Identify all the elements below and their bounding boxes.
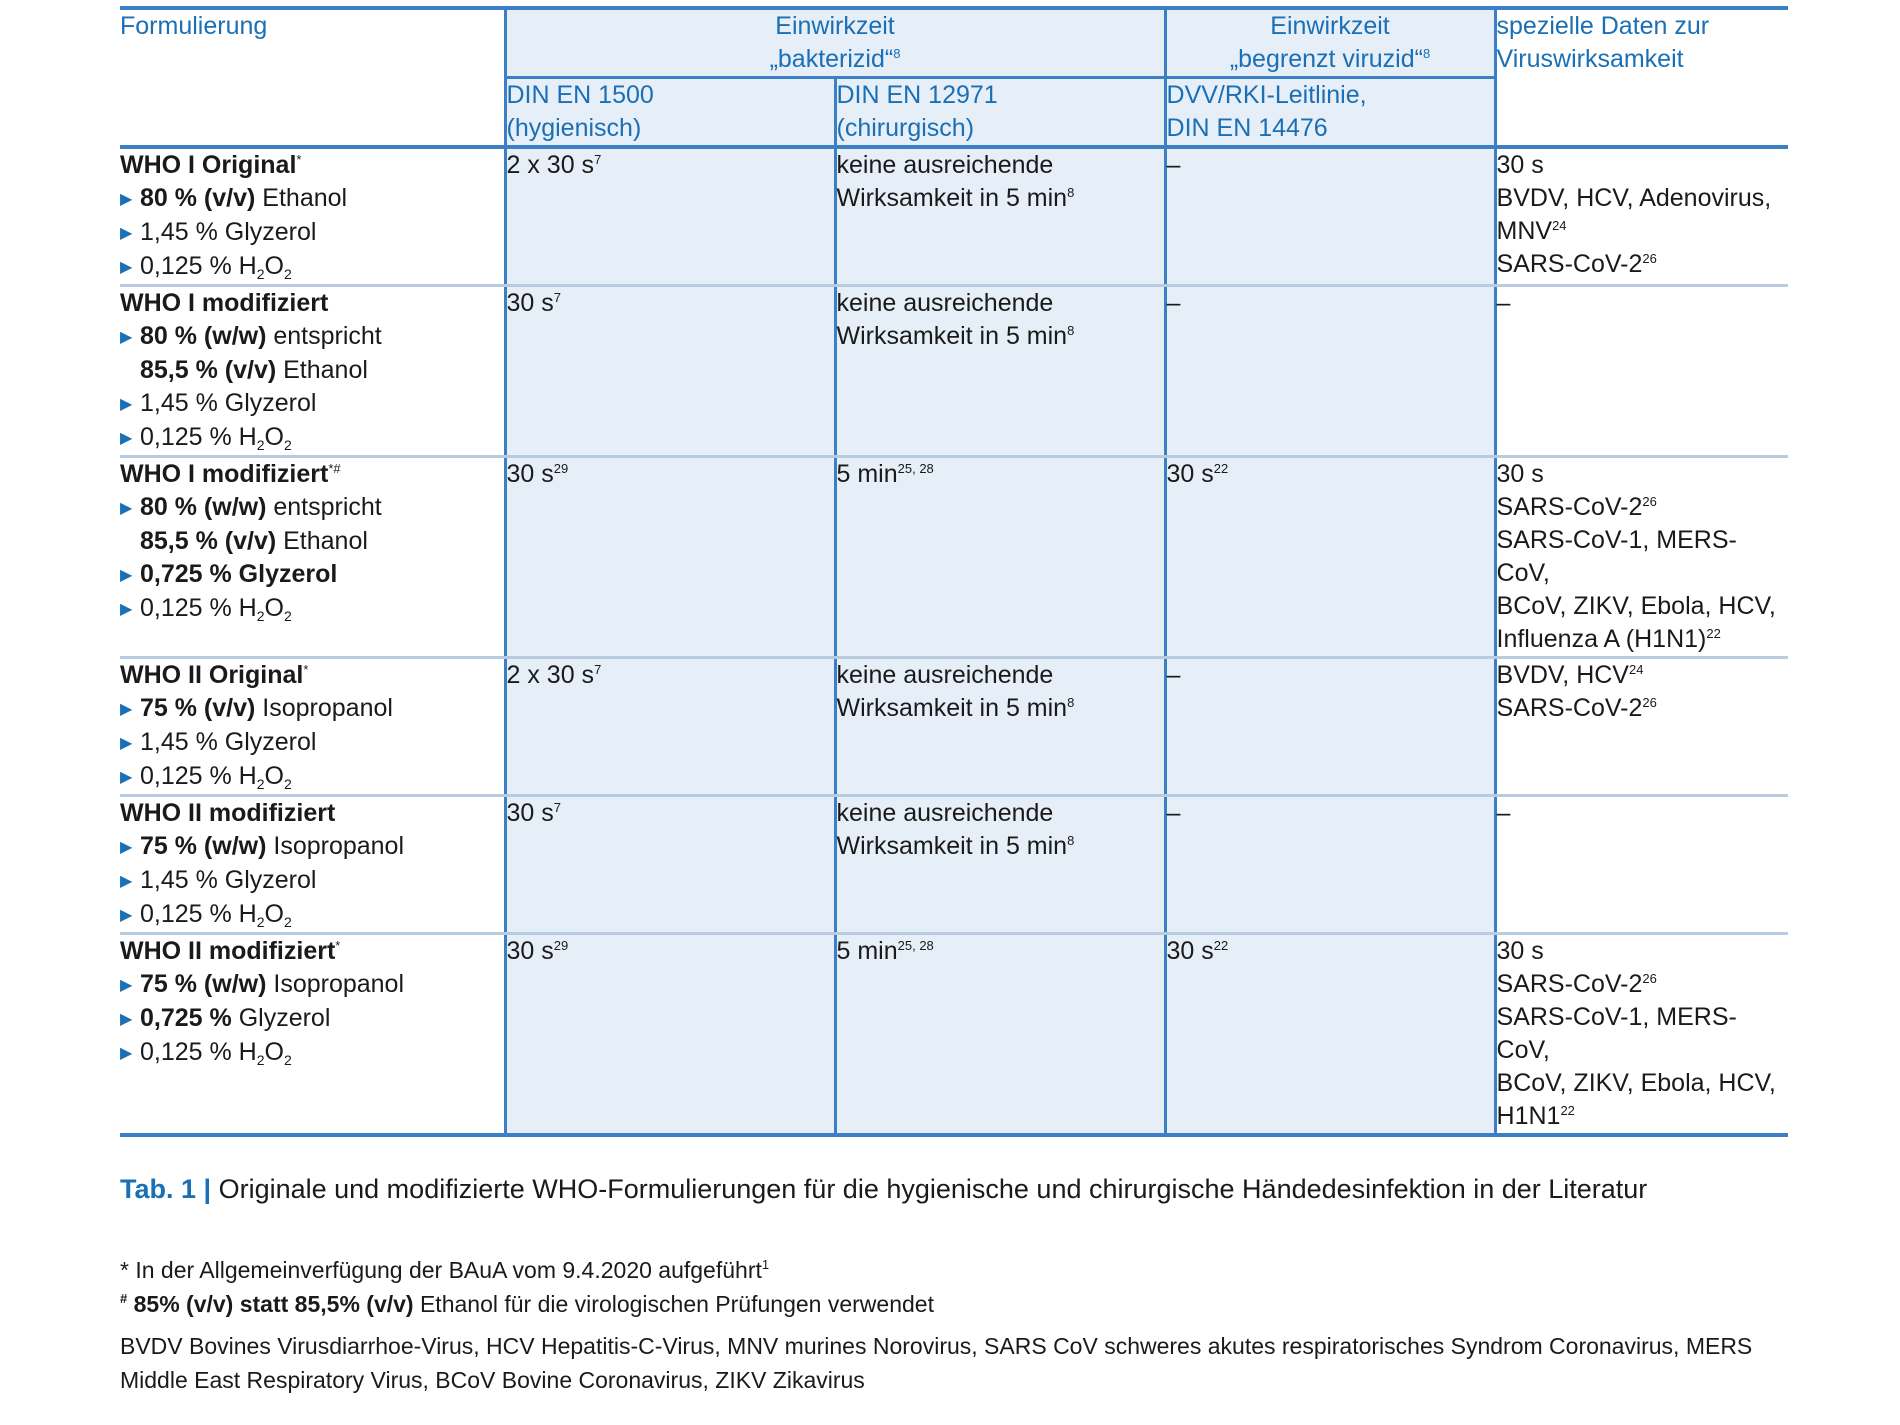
col-header-din12971: DIN EN 12971 (chirurgisch) [835,78,1165,148]
table-row [120,457,1788,658]
cell-din12971: keine ausreichende Wirksamkeit in 5 $\min^8$ [835,147,1165,286]
cell-formulierung: WHO II modifiziert* ▶ 75 % (w/w) Isopropanol ▶ 0,725 % Glyzerol ▶ 0,125 % $H_2O_2$ [120,934,505,1136]
bullet-triangle-icon: ▶ [120,601,133,618]
cell-formulierung: WHO I modifiziert ▶ 80 % (w/w) entspricht 85,5 % (v/v) Ethanol ▶ 1,45 % Glyzerol ▶ 0,125 % $H_2O_2$ [120,286,505,457]
cell-virus: 30 s BVDV, HCV, Adenovirus, MNV$^{24}$ SARS-$CoV-2^{26}$ [1495,147,1788,286]
table-caption [120,1171,1788,1207]
cell-din1500: 30 $s^7$ [505,796,835,934]
bullet-triangle-icon: ▶ [120,873,133,890]
caption-label: Tab. 1 | [120,1174,212,1204]
bullet-triangle-icon: ▶ [120,396,133,413]
cell-din1500: 2 x 30 $s^7$ [505,147,835,286]
footnote-asterisk: * In der Allgemeinverfügung der BAuA vom 9.4.2020 aufgeführt$^1$ [120,1257,770,1283]
cell-din1500: 30 $s^{29}$ [505,934,835,1136]
col-header-viruzid: Einwirkzeit „begrenzt viruzid“$^8$ [1165,8,1495,78]
cell-viruzid: – [1165,286,1495,457]
bullet-triangle-icon: ▶ [120,430,133,447]
bullet-triangle-icon: ▶ [120,329,133,346]
cell-din12971: 5 $\min^{25, 28}$ [835,934,1165,1136]
bullet-triangle-icon: ▶ [120,259,133,276]
col-header-formulierung: Formulierung [120,8,505,147]
cell-viruzid: 30 $s^{22}$ [1165,457,1495,658]
abbreviations: BVDV Bovines Virusdiarrhoe-Virus, HCV Hepatitis-C-Virus, MNV murines Norovirus, SARS CoV schweres akutes respiratorisches Syndrom Coronavirus, MERS Middle East Respiratory Virus, BCoV Bovine Coronavirus, ZIKV Zikavirus [120,1333,1753,1393]
bullet-triangle-icon: ▶ [120,500,133,517]
footnote-hash: # 85% (v/v) statt 85,5% (v/v) Ethanol für die virologischen Prüfungen verwendet [120,1291,934,1317]
cell-din12971: 5 $\min^{25, 28}$ [835,457,1165,658]
cell-virus: – [1495,286,1788,457]
caption-text: Originale und modifizierte WHO-Formulierungen für die hygienische und chirurgische Händedesinfektion in der Literatur [211,1174,1648,1204]
cell-din12971: keine ausreichende Wirksamkeit in 5 $\min^8$ [835,286,1165,457]
bullet-triangle-icon: ▶ [120,907,133,924]
cell-viruzid: – [1165,147,1495,286]
bullet-triangle-icon: ▶ [120,839,133,856]
footnotes [120,1253,1788,1321]
cell-viruzid: – [1165,658,1495,796]
bullet-triangle-icon: ▶ [120,191,133,208]
bullet-triangle-icon: ▶ [120,977,133,994]
table-row [120,658,1788,796]
cell-virus: 30 s SARS-$CoV-2^{26}$ SARS-CoV-1, MERS-CoV, BCoV, ZIKV, Ebola, HCV, $H1N1^{22}$ [1495,934,1788,1136]
cell-din12971: keine ausreichende Wirksamkeit in 5 $\min^8$ [835,796,1165,934]
cell-virus: – [1495,796,1788,934]
table-row [120,286,1788,457]
bullet-triangle-icon: ▶ [120,225,133,242]
col-header-spezielle: spezielle Daten zur Viruswirksamkeit [1495,8,1788,147]
cell-viruzid: – [1165,796,1495,934]
cell-din1500: 30 $s^7$ [505,286,835,457]
bullet-triangle-icon: ▶ [120,769,133,786]
cell-virus: BVDV, HCV$^{24}$ SARS-$CoV-2^{26}$ [1495,658,1788,796]
cell-din12971: keine ausreichende Wirksamkeit in 5 $\min^8$ [835,658,1165,796]
bullet-triangle-icon: ▶ [120,567,133,584]
bullet-triangle-icon: ▶ [120,735,133,752]
cell-virus: 30 s SARS-$CoV-2^{26}$ SARS-CoV-1, MERS-CoV, BCoV, ZIKV, Ebola, HCV, Influenza A $(H1N1)^{22}$ [1495,457,1788,658]
cell-formulierung: WHO I Original* ▶ 80 % (v/v) Ethanol ▶ 1,45 % Glyzerol ▶ 0,125 % $H_2O_2$ [120,147,505,286]
table-row [120,147,1788,286]
cell-formulierung: WHO I modifiziert*# ▶ 80 % (w/w) entspricht 85,5 % (v/v) Ethanol ▶ 0,725 % Glyzerol ▶ 0,125 % $H_2O_2$ [120,457,505,658]
col-header-dvv: DVV/RKI-Leitlinie, DIN EN 14476 [1165,78,1495,148]
bullet-triangle-icon: ▶ [120,701,133,718]
cell-formulierung: WHO II modifiziert ▶ 75 % (w/w) Isopropanol ▶ 1,45 % Glyzerol ▶ 0,125 % $H_2O_2$ [120,796,505,934]
document [120,6,1788,1397]
col-header-din1500: DIN EN 1500 (hygienisch) [505,78,835,148]
cell-din1500: 2 x 30 $s^7$ [505,658,835,796]
table-row [120,796,1788,934]
col-header-bakterizid: Einwirkzeit „bakterizid“$^8$ [505,8,1165,78]
bullet-triangle-icon: ▶ [120,1011,133,1028]
who-formulations-table [120,6,1788,1137]
cell-formulierung: WHO II Original* ▶ 75 % (v/v) Isopropanol ▶ 1,45 % Glyzerol ▶ 0,125 % $H_2O_2$ [120,658,505,796]
cell-din1500: 30 $s^{29}$ [505,457,835,658]
cell-viruzid: 30 $s^{22}$ [1165,934,1495,1136]
header-row-1 [120,8,1788,78]
table-row [120,934,1788,1136]
bullet-triangle-icon: ▶ [120,1045,133,1062]
